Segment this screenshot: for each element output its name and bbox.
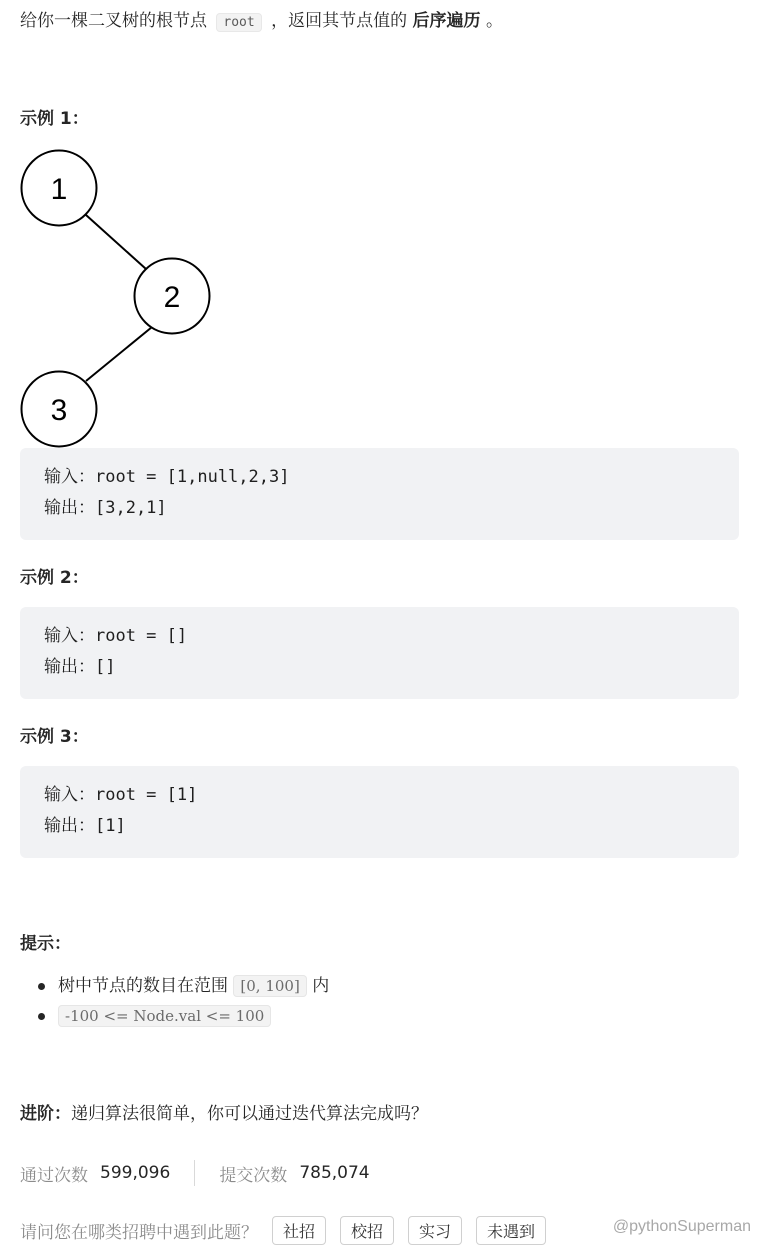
tree-node-3 xyxy=(22,372,97,447)
output-value: [1] xyxy=(95,816,126,836)
example-3-heading: 示例 3： xyxy=(20,727,89,747)
interview-question-text: 请问您在哪类招聘中遇到此题？ xyxy=(20,1223,258,1243)
postorder-bold: 后序遍历 xyxy=(412,11,481,31)
input-label: 输入： xyxy=(44,467,95,487)
tree-node-1 xyxy=(22,151,97,226)
input-value: root = [] xyxy=(95,626,188,646)
edge-1-2 xyxy=(86,215,146,269)
submitted-label: 提交次数 xyxy=(219,1165,288,1186)
advanced-text: 递归算法很简单，你可以通过迭代算法完成吗？ xyxy=(71,1104,428,1124)
binary-tree-diagram xyxy=(0,140,240,452)
tip-2-range-code: -100 <= Node.val <= 100 xyxy=(58,1005,271,1027)
tip-1-range-code: [0, 100] xyxy=(233,975,306,997)
input-value: root = [1,null,2,3] xyxy=(95,467,290,487)
problem-description xyxy=(20,8,503,36)
example-2-heading: 示例 2： xyxy=(20,568,89,588)
intro-suffix: 。 xyxy=(485,11,503,31)
intro-prefix: 给你一棵二叉树的根节点 xyxy=(20,11,207,31)
example-3-code xyxy=(20,766,739,858)
tip-item-value-range xyxy=(58,1001,329,1031)
option-internship-button[interactable]: 实习 xyxy=(408,1216,462,1245)
tips-heading: 提示： xyxy=(20,934,71,954)
tips-list xyxy=(58,971,329,1031)
accepted-label: 通过次数 xyxy=(20,1165,88,1186)
tree-node-2 xyxy=(135,259,210,334)
output-value: [3,2,1] xyxy=(95,498,167,518)
tip-1-text: 树中节点的数目在范围 xyxy=(58,976,228,996)
root-code: root xyxy=(216,13,261,32)
intro-middle: ，返回其节点值的 xyxy=(271,11,408,31)
tip-item-node-count xyxy=(58,971,329,1001)
advanced-section xyxy=(20,1099,428,1124)
output-label: 输出： xyxy=(44,498,95,518)
interview-question xyxy=(20,1216,546,1245)
option-not-encountered-button[interactable]: 未遇到 xyxy=(476,1216,546,1245)
submitted-value: 785,074 xyxy=(299,1163,370,1183)
author-watermark: @pythonSuperman xyxy=(612,1218,751,1235)
edge-2-3 xyxy=(86,327,152,381)
output-value: [] xyxy=(95,657,116,677)
option-social-hire-button[interactable]: 社招 xyxy=(272,1216,326,1245)
tip-1-suffix: 内 xyxy=(312,976,330,996)
option-campus-hire-button[interactable]: 校招 xyxy=(340,1216,394,1245)
tree-node-1-label: 1 xyxy=(50,173,68,206)
output-label: 输出： xyxy=(44,816,95,836)
input-label: 输入： xyxy=(44,626,95,646)
submission-stats xyxy=(20,1160,370,1186)
input-value: root = [1] xyxy=(95,785,198,805)
example-1-code xyxy=(20,448,739,540)
advanced-label: 进阶： xyxy=(20,1104,71,1124)
input-label: 输入： xyxy=(44,785,95,805)
stats-divider xyxy=(194,1160,195,1186)
accepted-value: 599,096 xyxy=(100,1163,171,1183)
tree-node-2-label: 2 xyxy=(163,281,181,314)
tree-node-3-label: 3 xyxy=(50,394,68,427)
example-1-heading: 示例 1： xyxy=(20,109,89,129)
example-2-code xyxy=(20,607,739,699)
output-label: 输出： xyxy=(44,657,95,677)
